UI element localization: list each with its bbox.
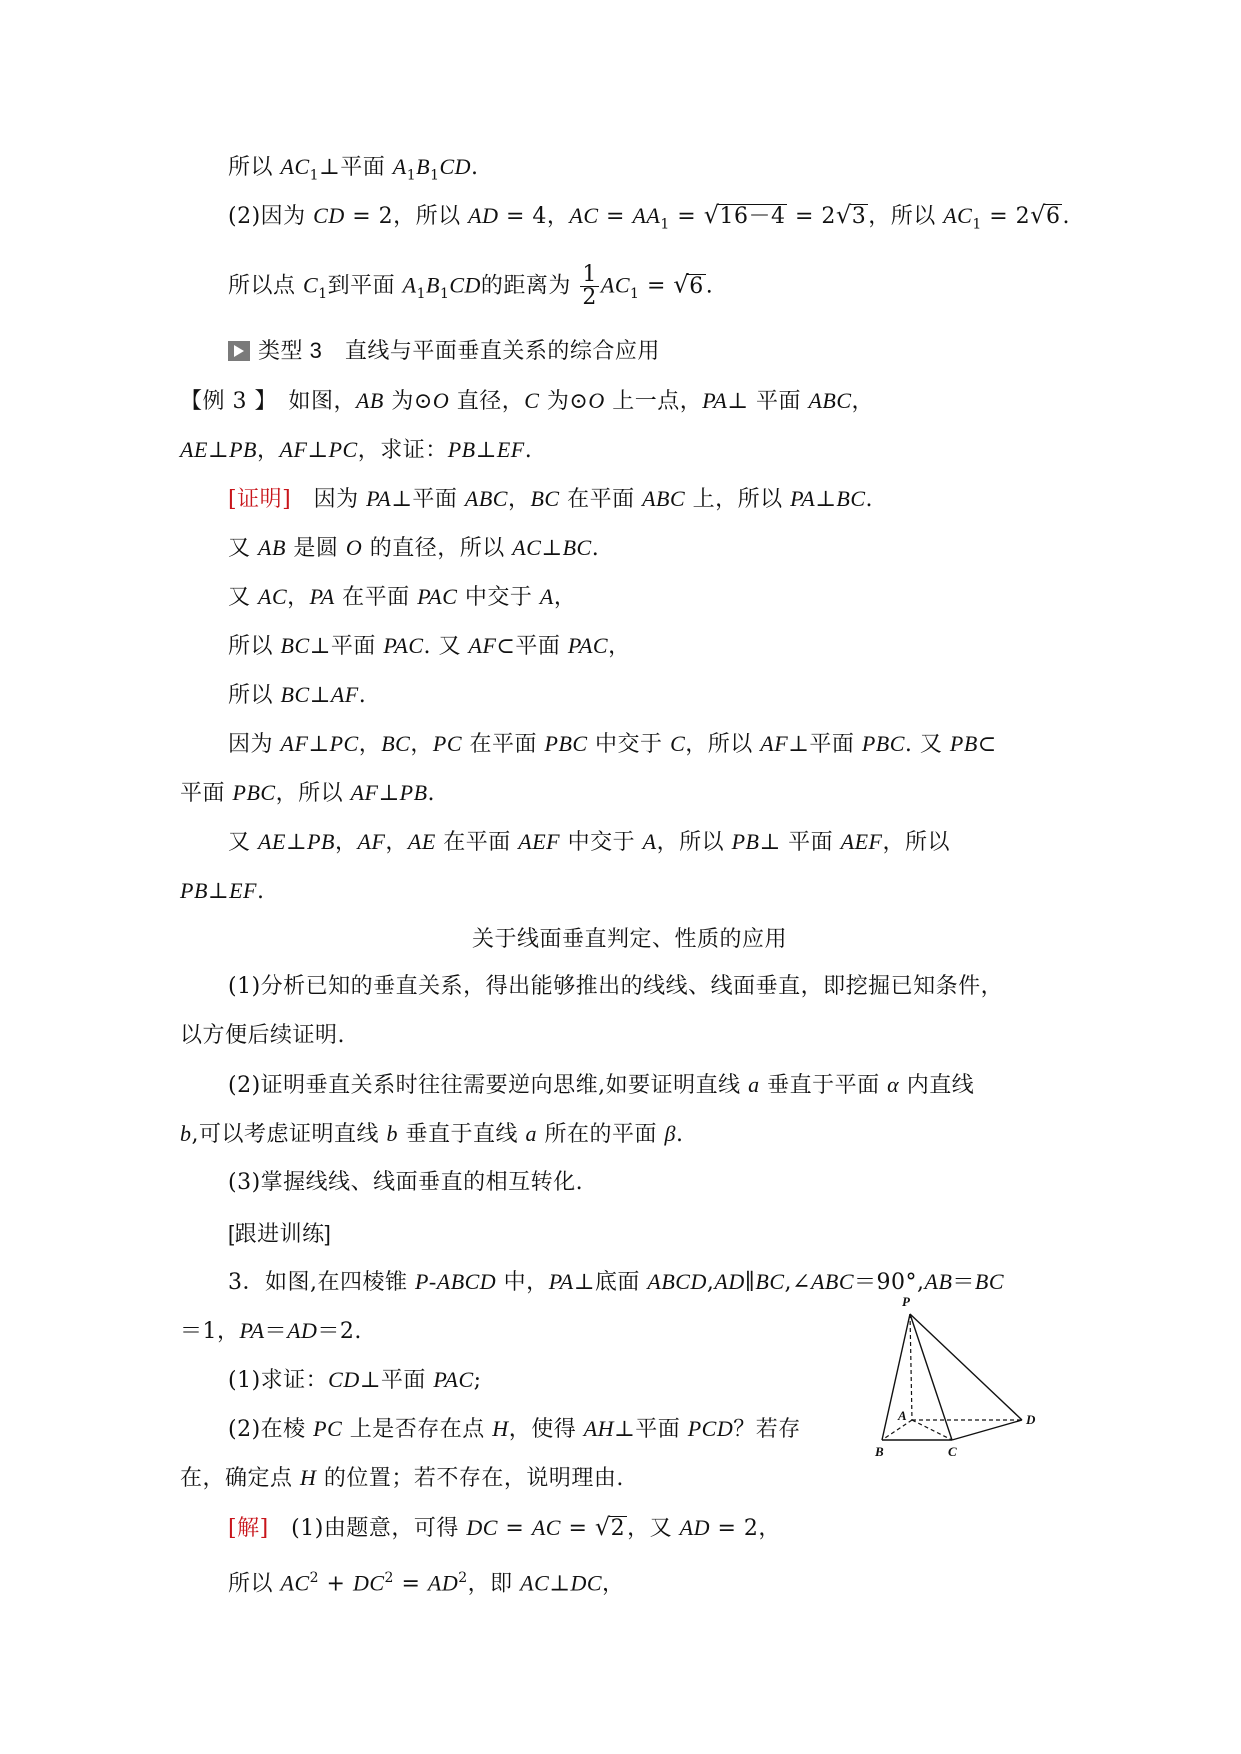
exercise-3-line-2: ＝1，PA＝AD＝2. [180,1318,362,1344]
proof-line-4: 所以 BC⊥平面 PAC. 又 AF⊂平面 PAC， [228,633,631,659]
summary-line-5: (3)掌握线线、线面垂直的相互转化. [228,1170,584,1195]
hidden-edge-AB [882,1420,912,1440]
section-heading-type3: 类型 3 直线与平面垂直关系的综合应用 [228,336,660,366]
summary-line-1: (1)分析已知的垂直关系，得出能够推出的线线、线面垂直，即挖掘已知条件， [228,974,1004,999]
pyramid-figure [872,1290,1042,1460]
solution-line-2: 所以 $AC^2 + DC^2 = AD^2$，即 AC⊥DC， [228,1570,625,1597]
label-P: P [902,1294,910,1309]
text-line-2: (2)因为 CD = 2，所以 AD = 4，AC = $AA_1 = √16-4 = 2√3$，所以 $AC_1 = 2√6$. [228,201,1070,233]
proof-line-7: 平面 PBC，所以 AF⊥PB. [180,780,436,806]
solution-line-1: [解] (1)由题意，可得 DC = AC = √2，又 AD = 2， [228,1513,781,1541]
summary-line-2: 以方便后续证明. [180,1023,345,1048]
proof-line-3: 又 AC，PA 在平面 PAC 中交于 A， [228,584,577,610]
label-C: C [948,1444,957,1459]
play-triangle-icon [228,341,250,361]
label-A: A [898,1408,907,1423]
text-line-1: 所以 $AC_1\perp$平面 $A_1B_1CD$. [228,154,479,184]
proof-line-1: [证明] 因为 PA⊥平面 ABC，BC 在平面 ABC 上，所以 PA⊥BC. [228,486,874,512]
proof-line-5: 所以 BC⊥AF. [228,682,367,708]
proof-line-6: 因为 AF⊥PC，BC，PC 在平面 PBC 中交于 C，所以 AF⊥平面 PBC. 又 PB⊂ [228,731,997,757]
proof-line-2: 又 AB 是圆 O 的直径，所以 AC⊥BC. [228,535,600,561]
example-3-line-2: AE⊥PB，AF⊥PC，求证：PB⊥EF. [180,437,533,463]
edge-PD [910,1314,1022,1420]
summary-line-4: b,可以考虑证明直线 b 垂直于直线 a 所在的平面 β. [180,1121,684,1147]
exercise-3-part-2-cont: 在，确定点 H 的位置；若不存在，说明理由. [180,1465,624,1491]
follow-up-training-heading: [跟进训练] [228,1221,332,1246]
hidden-edge-PA [910,1314,912,1420]
summary-line-3: (2)证明垂直关系时往往需要逆向思维,如要证明直线 a 垂直于平面 α 内直线 [228,1072,975,1098]
label-D: D [1026,1412,1036,1427]
exercise-3-line-1: 3．如图,在四棱锥 P-ABCD 中，PA⊥底面 ABCD,AD∥BC,∠ABC＝90°,AB＝BC [228,1269,1005,1295]
exercise-3-part-2: (2)在棱 PC 上是否存在点 H，使得 AH⊥平面 PCD？若存 [228,1416,801,1442]
exercise-3-part-1: (1)求证：CD⊥平面 PAC; [228,1367,482,1393]
solution-label: [解] [228,1516,269,1541]
text-line-3: 所以点 $C_1$到平面 $A_1B_1CD$的距离为 $\frac{1}{2}$ $AC_1 = √6$. [228,262,714,310]
label-B: B [875,1444,884,1459]
proof-line-8: 又 AE⊥PB，AF，AE 在平面 AEF 中交于 A，所以 PB⊥ 平面 AEF，所以 [228,829,950,855]
proof-line-9: PB⊥EF. [180,878,265,904]
edge-CD [952,1420,1022,1440]
summary-heading: 关于线面垂直判定、性质的应用 [472,926,788,951]
edge-PC [910,1314,952,1440]
proof-label: [证明] [228,487,292,512]
fraction-one-half: $\frac{1}{2}$ [582,262,597,310]
example-3-line-1: 【例 3 】 如图，AB 为⊙O 直径，C 为⊙O 上一点，PA⊥ 平面 ABC， [180,388,875,414]
